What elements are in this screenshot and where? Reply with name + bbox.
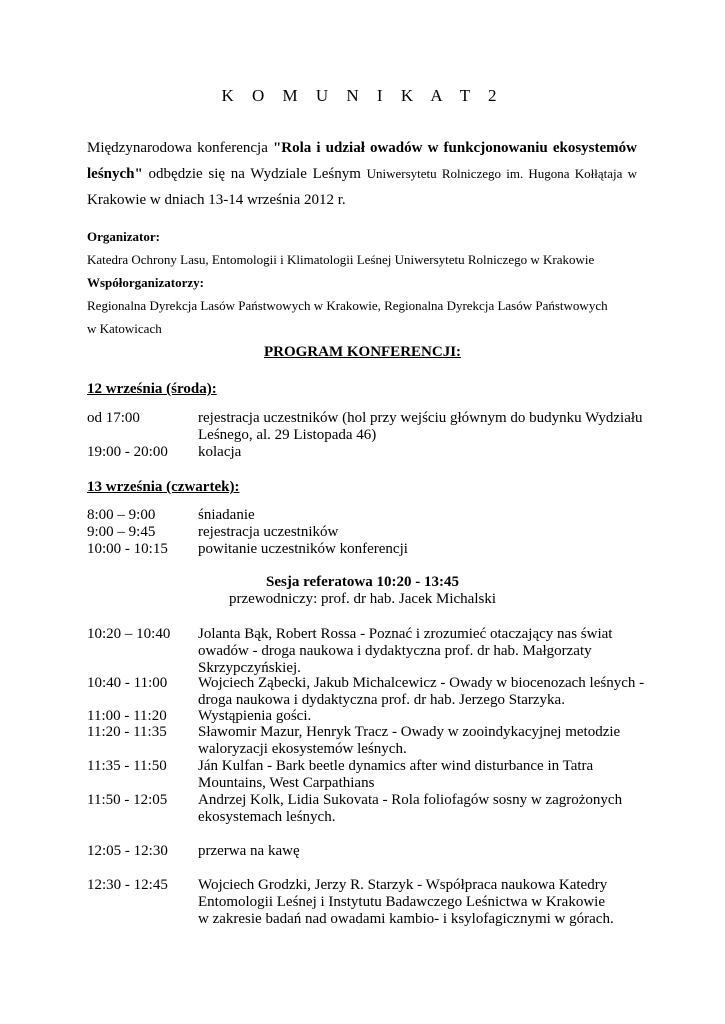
intro-lead: Międzynarodowa konferencja (87, 140, 273, 156)
desc-line: droga naukowa i dydaktyczna prof. dr hab. Jerzego Starzyka. (198, 692, 565, 708)
schedule-desc (198, 792, 648, 826)
desc-line: owadów - droga naukowa i dydaktyczna prof. dr hab. Małgorzaty (198, 643, 592, 659)
desc-line: Andrzej Kolk, Lidia Sukovata - Rola foliofagów sosny w zagrożonych (198, 792, 623, 808)
day1-label: 12 września (środa): (87, 381, 217, 397)
program-heading: PROGRAM KONFERENCJI: (263, 344, 462, 360)
schedule-time: 11:20 - 11:35 (87, 724, 167, 740)
desc-line: Wystąpienia gości. (198, 708, 312, 724)
schedule-desc (198, 843, 648, 860)
schedule-time: 19:00 - 20:00 (87, 444, 168, 460)
schedule-desc (198, 541, 648, 558)
schedule-desc (198, 410, 648, 444)
intro-tail: Krakowie w dniach 13-14 września 2012 r. (87, 192, 346, 208)
schedule-time: 11:35 - 11:50 (87, 758, 167, 774)
desc-line: rejestracja uczestników (198, 524, 339, 540)
desc-line: waloryzacji ekosystemów leśnych. (198, 741, 407, 757)
schedule-desc (198, 507, 648, 524)
intro-mid: odbędzie się na Wydziale Leśnym (142, 166, 367, 182)
session-title: Sesja referatowa 10:20 - 13:45 (265, 574, 459, 590)
organizer-label: Organizator: (87, 229, 160, 244)
schedule-time: od 17:00 (87, 410, 140, 426)
schedule-time: 10:40 - 11:00 (87, 675, 168, 691)
schedule-desc (198, 626, 648, 677)
schedule-desc (198, 724, 648, 758)
schedule-time: 8:00 – 9:00 (87, 507, 156, 523)
coorganizers-line-2: w Katowicach (87, 321, 162, 336)
schedule-time: 11:50 - 12:05 (87, 792, 168, 808)
day2-label: 13 września (czwartek): (87, 479, 240, 495)
desc-line: Wojciech Ząbecki, Jakub Michalcewicz - Owady w biocenozach leśnych - (198, 675, 645, 691)
desc-line: Sławomir Mazur, Henryk Tracz - Owady w zooindykacyjnej metodzie (198, 724, 621, 740)
desc-line: Wojciech Grodzki, Jerzy R. Starzyk - Współpraca naukowa Katedry (198, 877, 608, 893)
schedule-time: 10:20 – 10:40 (87, 626, 171, 642)
desc-line: Ján Kulfan - Bark beetle dynamics after wind disturbance in Tatra (198, 758, 594, 774)
document-title: K O M U N I K A T 2 (221, 86, 504, 105)
schedule-time: 12:30 - 12:45 (87, 877, 168, 893)
desc-line: Skrzypczyńskiej. (198, 660, 301, 676)
schedule-desc (198, 877, 648, 928)
desc-line: w zakresie badań nad owadami kambio- i ksylofagicznymi w górach. (198, 911, 614, 927)
schedule-time: 11:00 - 11:20 (87, 708, 167, 724)
desc-line: Leśnego, al. 29 Listopada 46) (198, 427, 377, 443)
intro-paragraph (87, 135, 637, 213)
coorganizers-label: Współorganizatorzy: (87, 275, 204, 290)
desc-line: kolacja (198, 444, 242, 460)
session-chair: przewodniczy: prof. dr hab. Jacek Michalski (229, 591, 496, 607)
university-name: Uniwersytetu Rolniczego im. Hugona Kołłątaja w (366, 166, 637, 181)
schedule-time: 10:00 - 10:15 (87, 541, 168, 557)
desc-line: Entomologii Leśnej i Instytutu Badawczego Leśnictwa w Krakowie (198, 894, 605, 910)
conference-name: "Rola i udział owadów w funkcjonowaniu ekosystemów leśnych" (87, 140, 637, 182)
desc-line: powitanie uczestników konferencji (198, 541, 408, 557)
desc-line: przerwa na kawę (198, 843, 300, 859)
schedule-desc (198, 524, 648, 541)
coorganizers-line-1: Regionalna Dyrekcja Lasów Państwowych w Krakowie, Regionalna Dyrekcja Lasów Państwowych (87, 298, 608, 313)
desc-line: śniadanie (198, 507, 255, 523)
schedule-desc (198, 758, 648, 792)
desc-line: ekosystemach leśnych. (198, 809, 336, 825)
schedule-desc (198, 444, 648, 461)
schedule-time: 9:00 – 9:45 (87, 524, 156, 540)
desc-line: Jolanta Bąk, Robert Rossa - Poznać i zrozumieć otaczający nas świat (198, 626, 613, 642)
schedule-desc (198, 675, 648, 709)
organizer-text: Katedra Ochrony Lasu, Entomologii i Klimatologii Leśnej Uniwersytetu Rolniczego w Krakowie (87, 252, 595, 267)
schedule-desc (198, 708, 648, 725)
schedule-time: 12:05 - 12:30 (87, 843, 168, 859)
desc-line: Mountains, West Carpathians (198, 775, 375, 791)
desc-line: rejestracja uczestników (hol przy wejściu głównym do budynku Wydziału (198, 410, 643, 426)
